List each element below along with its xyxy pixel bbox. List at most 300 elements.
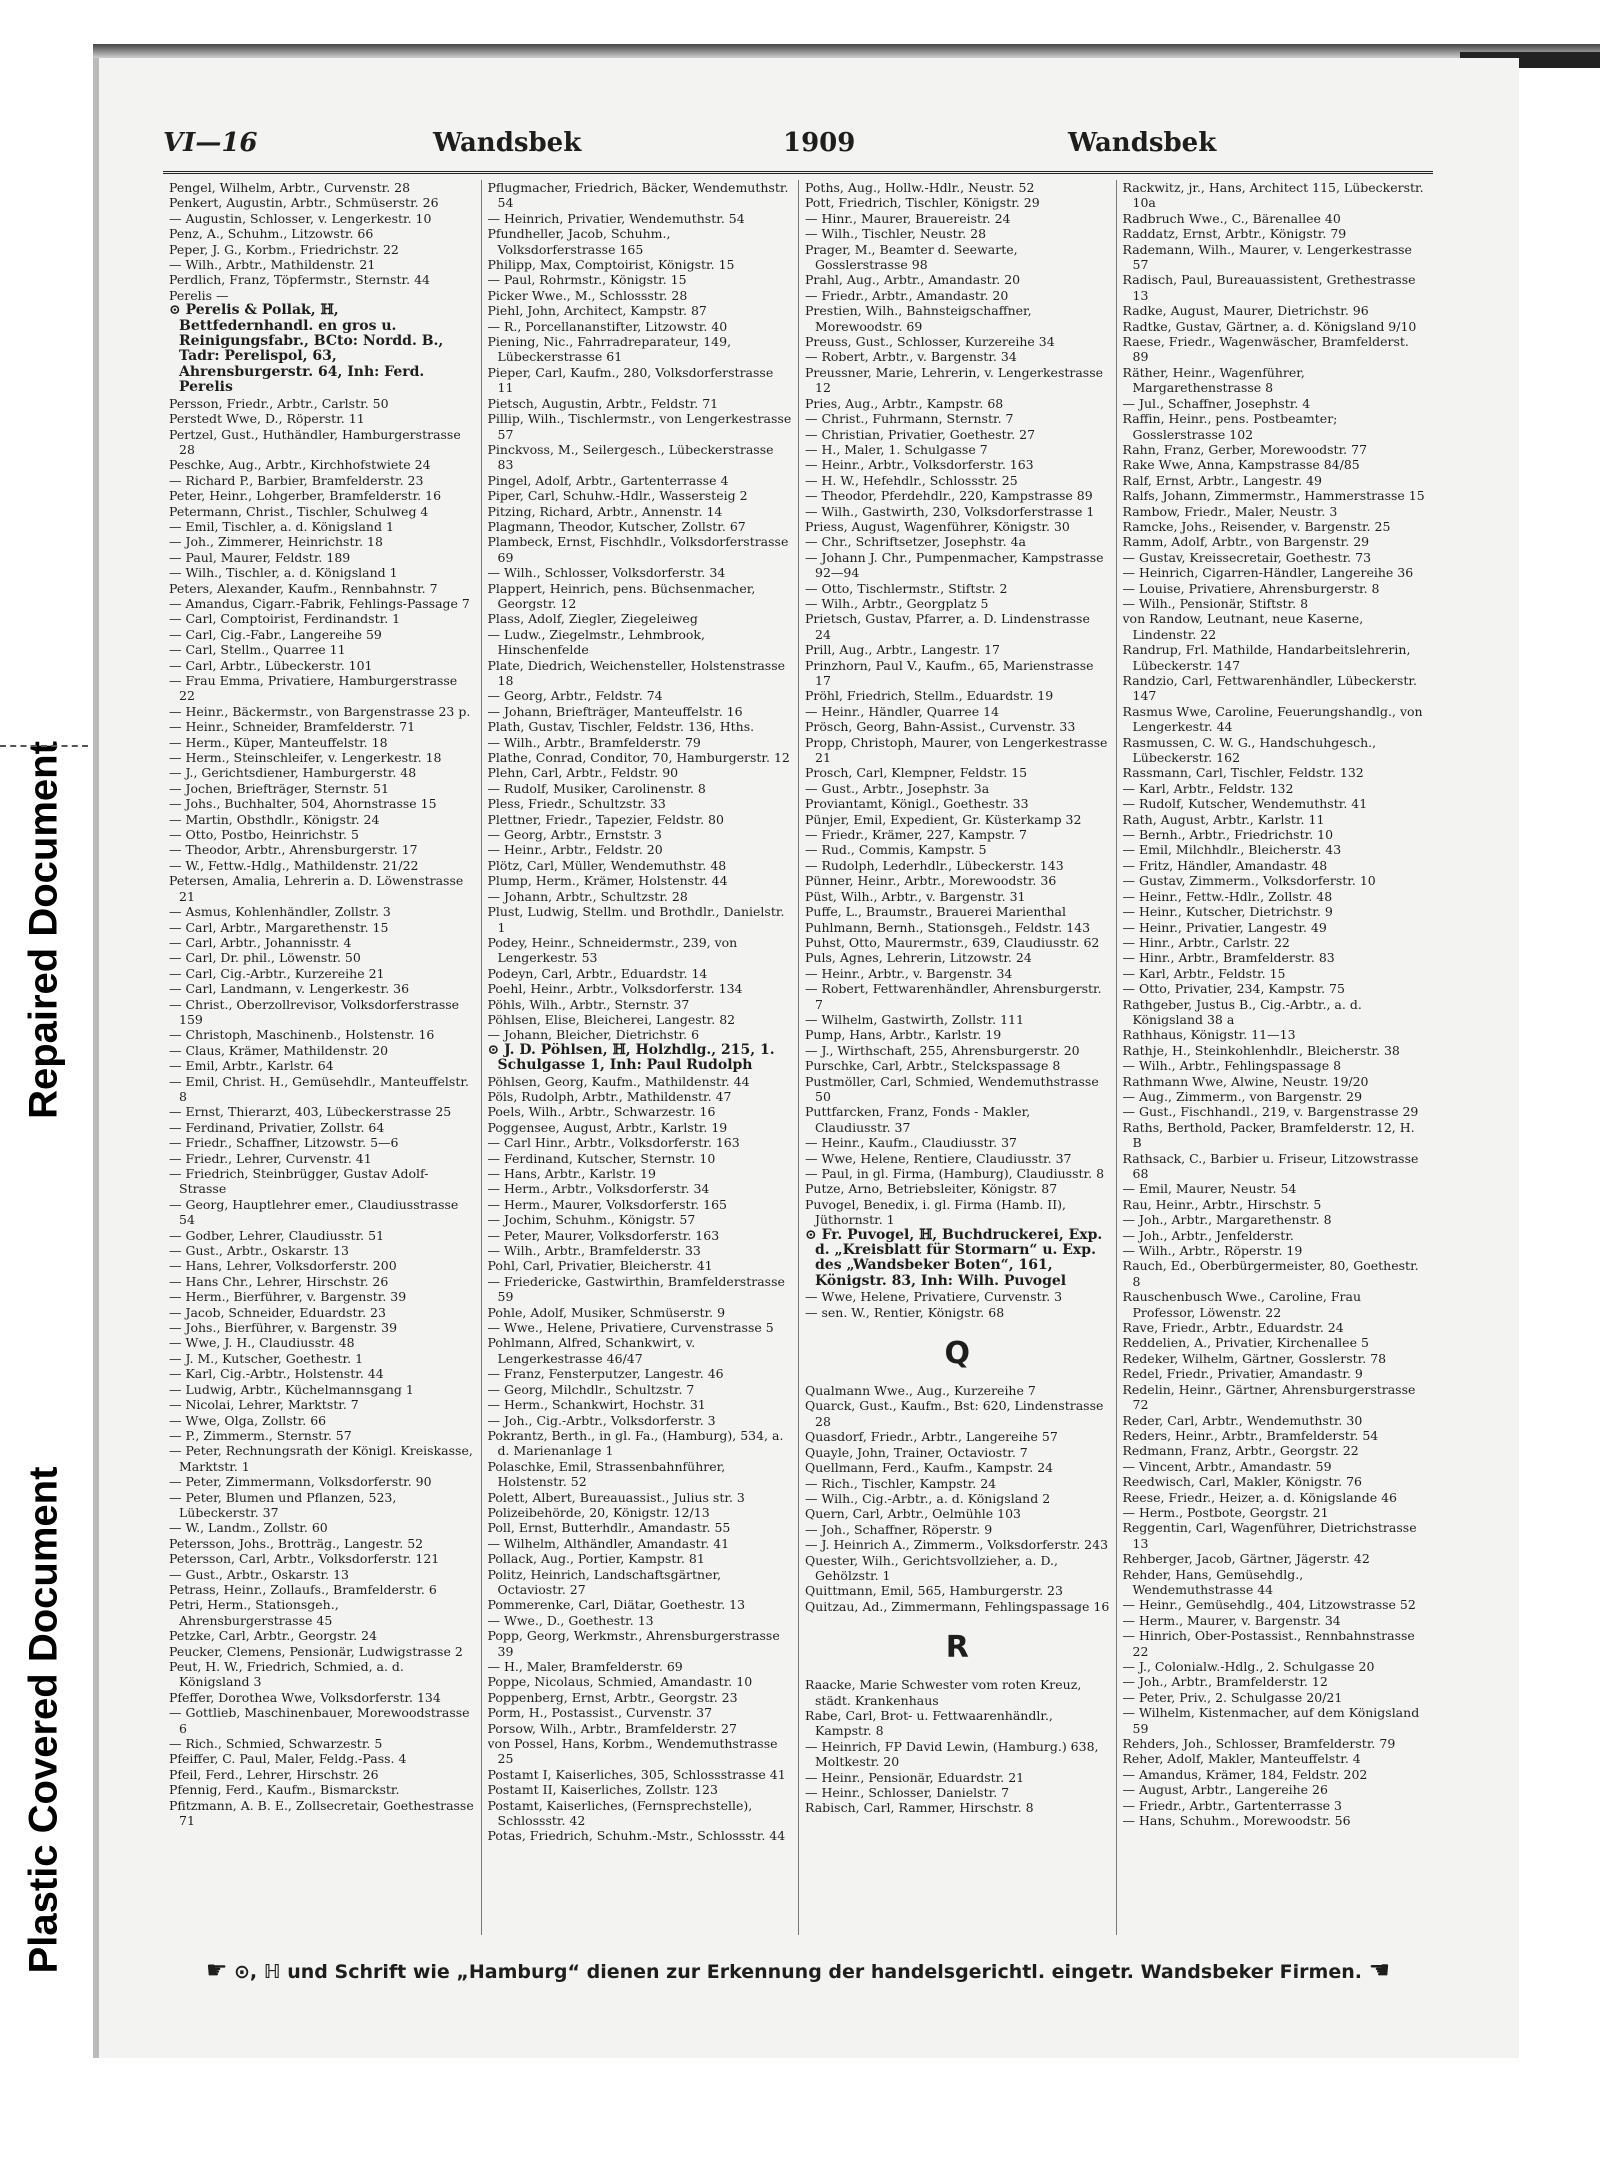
directory-entry: — Heinr., Kaufm., Claudiusstr. 37: [805, 1135, 1018, 1151]
directory-entry: Polett, Albert, Bureauassist., Julius str. 3: [487, 1489, 745, 1505]
directory-entry: — Friedr., Arbtr., Amandastr. 20: [805, 287, 1009, 303]
directory-entry: Raddatz, Ernst, Arbtr., Königstr. 79: [1122, 226, 1347, 242]
directory-entry: — J. Heinrich A., Zimmerm., Volksdorferstr. 243: [805, 1537, 1109, 1553]
directory-entry: Poths, Aug., Hollw.-Hdlr., Neustr. 52: [805, 180, 1035, 195]
directory-column-4: [1116, 180, 1434, 1935]
directory-entry: — Herm., Arbtr., Volksdorferstr. 34: [487, 1181, 710, 1197]
directory-entry: — Hans, Schuhm., Morewoodstr. 56: [1122, 1813, 1351, 1829]
directory-entry: — Rich., Schmied, Schwarzestr. 5: [169, 1736, 383, 1752]
directory-entry: von Randow, Leutnant, neue Kaserne, Lindenstr. 22: [1122, 611, 1364, 642]
directory-entry: — Ludwig, Arbtr., Küchelmannsgang 1: [169, 1381, 414, 1397]
scan-edge-shadow: [93, 44, 1600, 58]
directory-entry: — Amandus, Cigarr.-Fabrik, Fehlings-Passage 7: [169, 595, 470, 611]
directory-entry: — Hinr., Arbtr., Bramfelderstr. 83: [1122, 950, 1335, 966]
directory-entry: Rackwitz, jr., Hans, Architect 115, Lübeckerstr. 10a: [1122, 180, 1424, 211]
directory-entry: Redel, Friedr., Privatier, Amandastr. 9: [1122, 1366, 1363, 1382]
directory-entry: — Wilhelm, Althändler, Amandastr. 41: [487, 1535, 730, 1551]
directory-entry: — Wilh., Arbtr., Bramfelderstr. 33: [487, 1243, 701, 1259]
directory-entry: — Joh., Arbtr., Bramfelderstr. 12: [1122, 1674, 1328, 1690]
directory-entry: Quasdorf, Friedr., Arbtr., Langereihe 57: [805, 1429, 1058, 1445]
directory-entry: — Asmus, Kohlenhändler, Zollstr. 3: [169, 904, 391, 920]
directory-entry: — Bernh., Arbtr., Friedrichstr. 10: [1122, 827, 1334, 843]
directory-entry: — Emil, Maurer, Neustr. 54: [1122, 1181, 1297, 1197]
directory-entry: Rademann, Wilh., Maurer, v. Lengerkestrasse 57: [1122, 241, 1412, 273]
directory-entry: — P., Zimmerm., Sternstr. 57: [169, 1427, 352, 1443]
directory-entry: Pustmöller, Carl, Schmied, Wendemuthstrasse 50: [805, 1073, 1099, 1104]
directory-entry: Plump, Herm., Krämer, Holstenstr. 44: [487, 873, 728, 889]
directory-entry: — Friedr., Schaffner, Litzowstr. 5—6: [169, 1135, 399, 1151]
directory-entry: Pfennig, Ferd., Kaufm., Bismarckstr.: [169, 1782, 400, 1798]
directory-entry: — Carl, Stellm., Quarree 11: [169, 642, 346, 658]
directory-entry: — Hans Chr., Lehrer, Hirschstr. 26: [169, 1273, 389, 1289]
directory-entry: Raffin, Heinr., pens. Postbeamter; Gosslerstrasse 102: [1122, 411, 1338, 442]
directory-entry: — Aug., Zimmerm., von Bargenstr. 29: [1122, 1088, 1363, 1104]
directory-entry: Reddelien, A., Privatier, Kirchenallee 5: [1122, 1335, 1369, 1351]
directory-entry: — Wilh., Gastwirth, 230, Volksdorferstrasse 1: [805, 503, 1095, 519]
directory-entry: Petermann, Christ., Tischler, Schulweg 4: [169, 503, 429, 519]
directory-entry: — Herm., Postbote, Georgstr. 21: [1122, 1504, 1329, 1520]
page-header: [163, 128, 1433, 162]
directory-entry: Prietsch, Gustav, Pfarrer, a. D. Lindenstrasse 24: [805, 611, 1090, 642]
directory-entry: Pfeiffer, C. Paul, Maler, Feldg.-Pass. 4: [169, 1751, 407, 1767]
directory-entry: Prosch, Carl, Klempner, Feldstr. 15: [805, 765, 1028, 781]
directory-entry: Purschke, Carl, Arbtr., Stelckspassage 8: [805, 1058, 1061, 1074]
directory-entry: Pinckvoss, M., Seilergesch., Lübeckerstrasse 83: [487, 441, 774, 473]
directory-entry: Pohl, Carl, Privatier, Bleicherstr. 41: [487, 1258, 713, 1274]
directory-entry: — R., Porcellananstifter, Litzowstr. 40: [487, 318, 728, 334]
directory-entry: Puhlmann, Bernh., Stationsgeh., Feldstr. 143: [805, 919, 1091, 935]
directory-entry: Reder, Carl, Arbtr., Wendemuthstr. 30: [1122, 1412, 1363, 1428]
directory-entry: Perstedt Wwe, D., Röperstr. 11: [169, 411, 365, 427]
directory-entry: — Heinr., Fettw.-Hdlr., Zollstr. 48: [1122, 888, 1333, 904]
firm-entry: ⊙ Perelis & Pollak, ℍ, Bettfedernhandl. en gros u. Reinigungsfabr., BCto: Nordd. B., Tadr: Perelispol, 63, Ahrensburgerstr. 64, Inh: Ferd. Perelis: [169, 303, 444, 396]
firm-entry: ⊙ J. D. Pöhlsen, ℍ, Holzhdlg., 215, 1. Schulgasse 1, Inh: Paul Rudolph: [487, 1042, 775, 1074]
directory-entry: Polaschke, Emil, Strassenbahnführer, Holstenstr. 52: [487, 1458, 726, 1490]
directory-entry: — Wilh., Schlosser, Volksdorferstr. 34: [487, 565, 726, 581]
directory-entry: — Paul, Maurer, Feldstr. 189: [169, 549, 351, 565]
directory-entry: — H. W., Hefehdlr., Schlossstr. 25: [805, 472, 1018, 488]
directory-entry: Ralfs, Johann, Zimmermstr., Hammerstrasse 15: [1122, 488, 1425, 504]
directory-entry: Popp, Georg, Werkmstr., Ahrensburgerstrasse 39: [487, 1628, 780, 1659]
directory-entry: — H., Maler, Bramfelderstr. 69: [487, 1659, 683, 1674]
directory-entry: Prahl, Aug., Arbtr., Amandastr. 20: [805, 272, 1021, 288]
directory-entry: — Hinr., Maurer, Brauereistr. 24: [805, 210, 1011, 226]
directory-entry: — J., Gerichtsdiener, Hamburgerstr. 48: [169, 765, 417, 781]
directory-entry: Rambow, Friedr., Maler, Neustr. 3: [1122, 503, 1338, 519]
header-year: 1909: [783, 128, 856, 158]
directory-entry: — Richard P., Barbier, Bramfelderstr. 23: [169, 472, 424, 488]
directory-columns: [163, 180, 1433, 1935]
directory-entry: Rau, Heinr., Arbtr., Hirschstr. 5: [1122, 1196, 1322, 1212]
directory-entry: — Wilh., Pensionär, Stiftstr. 8: [1122, 595, 1309, 611]
directory-entry: Preussner, Marie, Lehrerin, v. Lengerkestrasse 12: [805, 364, 1104, 396]
directory-entry: Putze, Arno, Betriebsleiter, Königstr. 87: [805, 1181, 1058, 1197]
directory-entry: Puvogel, Benedix, i. gl. Firma (Hamb. II), Jüthornstr. 1: [805, 1196, 1066, 1228]
directory-entry: Peters, Alexander, Kaufm., Rennbahnstr. 7: [169, 580, 438, 596]
directory-entry: — Wilh., Arbtr., Bramfelderstr. 79: [487, 734, 701, 750]
directory-entry: — Vincent, Arbtr., Amandastr. 59: [1122, 1458, 1332, 1474]
directory-entry: — J., Colonialw.-Hdlg., 2. Schulgasse 20: [1122, 1659, 1375, 1674]
directory-entry: — Wilhelm, Gastwirth, Zollstr. 111: [805, 1011, 1024, 1027]
page-footer: [163, 1950, 1433, 1990]
directory-entry: — Ferdinand, Privatier, Zollstr. 64: [169, 1119, 385, 1135]
directory-entry: Pöhls, Wilh., Arbtr., Sternstr. 37: [487, 996, 690, 1012]
directory-entry: Rauschenbusch Wwe., Caroline, Frau Professor, Löwenstr. 22: [1122, 1289, 1362, 1320]
header-place-right: Wandsbek: [1068, 128, 1217, 158]
directory-entry: — Johann, Bleicher, Dietrichstr. 6: [487, 1027, 700, 1043]
directory-entry: — Louise, Privatiere, Ahrensburgerstr. 8: [1122, 580, 1380, 596]
directory-entry: Quayle, John, Trainer, Octaviostr. 7: [805, 1444, 1028, 1460]
directory-entry: — Georg, Milchdlr., Schultzstr. 7: [487, 1381, 695, 1397]
directory-entry: Plehn, Carl, Arbtr., Feldstr. 90: [487, 765, 679, 781]
directory-entry: Persson, Friedr., Arbtr., Carlstr. 50: [169, 395, 389, 411]
directory-entry: Redmann, Franz, Arbtr., Georgstr. 22: [1122, 1443, 1359, 1459]
directory-entry: Plust, Ludwig, Stellm. und Brothdlr., Danielstr. 1: [487, 904, 785, 935]
directory-entry: — Rudolph, Lederhdlr., Lübeckerstr. 143: [805, 857, 1064, 873]
directory-column-3: [798, 180, 1116, 1935]
directory-entry: Quitzau, Ad., Zimmermann, Fehlingspassage 16: [805, 1598, 1110, 1614]
directory-entry: Philipp, Max, Comptoirist, Königstr. 15: [487, 257, 735, 273]
directory-entry: Rasmussen, C. W. G., Handschuhgesch., Lübeckerstr. 162: [1122, 734, 1377, 766]
directory-entry: — W., Landm., Zollstr. 60: [169, 1520, 328, 1536]
directory-entry: — Herm., Schankwirt, Hochstr. 31: [487, 1397, 706, 1413]
directory-entry: Poggensee, August, Arbtr., Karlstr. 19: [487, 1119, 728, 1135]
directory-entry: Raese, Friedr., Wagenwäscher, Bramfelderst. 89: [1122, 334, 1409, 365]
directory-entry: Reggentin, Carl, Wagenführer, Dietrichstrasse 13: [1122, 1520, 1417, 1551]
directory-entry: — Augustin, Schlosser, v. Lengerkestr. 10: [169, 210, 432, 226]
directory-entry: Petersson, Johs., Brotträg., Langestr. 52: [169, 1535, 424, 1551]
directory-entry: Plagmann, Theodor, Kutscher, Zollstr. 67: [487, 518, 746, 534]
directory-entry: Pöhlsen, Elise, Bleicherei, Langestr. 82: [487, 1011, 736, 1027]
directory-entry: — Frau Emma, Privatiere, Hamburgerstrasse 22: [169, 673, 458, 704]
directory-entry: Priess, August, Wagenführer, Königstr. 30: [805, 518, 1070, 534]
directory-entry: — Hinrich, Ober-Postassist., Rennbahnstrasse 22: [1122, 1628, 1415, 1659]
directory-entry: — Herm., Maurer, Volksdorferstr. 165: [487, 1196, 727, 1212]
directory-entry: — Joh., Schaffner, Röperstr. 9: [805, 1521, 993, 1537]
directory-entry: Pillip, Wilh., Tischlermstr., von Lengerkestrasse 57: [487, 411, 792, 442]
directory-entry: — Carl, Cig.-Arbtr., Kurzereihe 21: [169, 965, 385, 981]
directory-entry: Pietsch, Augustin, Arbtr., Feldstr. 71: [487, 395, 719, 411]
directory-entry: Plate, Diedrich, Weichensteller, Holstenstrasse 18: [487, 657, 786, 688]
directory-entry: Rehders, Joh., Schlosser, Bramfelderstr. 79: [1122, 1736, 1396, 1752]
directory-entry: — Johann, Arbtr., Schultzstr. 28: [487, 888, 688, 904]
directory-entry: Peut, H. W., Friedrich, Schmied, a. d. Königsland 3: [169, 1659, 404, 1690]
directory-entry: — sen. W., Rentier, Königstr. 68: [805, 1304, 1005, 1320]
directory-entry: Pertzel, Gust., Huthändler, Hamburgerstrasse 28: [169, 426, 461, 457]
directory-entry: Plötz, Carl, Müller, Wendemuthstr. 48: [487, 857, 727, 873]
directory-entry: — Ludw., Ziegelmstr., Lehmbrook, Hinschenfelde: [487, 626, 705, 658]
directory-entry: — Gust., Arbtr., Oskarstr. 13: [169, 1566, 349, 1582]
directory-entry: — Christ., Fuhrmann, Sternstr. 7: [805, 411, 1014, 427]
directory-entry: — Joh., Arbtr., Jenfelderstr.: [1122, 1227, 1294, 1243]
directory-entry: — Nicolai, Lehrer, Marktstr. 7: [169, 1397, 359, 1413]
directory-entry: Ramm, Adolf, Arbtr., von Bargenstr. 29: [1122, 534, 1370, 550]
directory-entry: Pohlmann, Alfred, Schankwirt, v. Lengerkestrasse 46/47: [487, 1335, 696, 1366]
directory-entry: Pfeffer, Dorothea Wwe, Volksdorferstr. 134: [169, 1689, 441, 1705]
directory-entry: Petri, Herm., Stationsgeh., Ahrensburgerstrasse 45: [169, 1597, 339, 1628]
directory-entry: — Otto, Privatier, 234, Kampstr. 75: [1122, 981, 1345, 997]
directory-entry: — Jochen, Briefträger, Sternstr. 51: [169, 780, 389, 796]
directory-entry: — Johann, Briefträger, Manteuffelstr. 16: [487, 703, 743, 719]
directory-entry: Rake Wwe, Anna, Kampstrasse 84/85: [1122, 457, 1360, 473]
directory-entry: Piper, Carl, Schuhw.-Hdlr., Wassersteig 2: [487, 488, 748, 504]
directory-entry: Pott, Friedrich, Tischler, Königstr. 29: [805, 195, 1040, 211]
directory-entry: — Wilh., Arbtr., Fehlingspassage 8: [1122, 1058, 1342, 1074]
directory-entry: Radisch, Paul, Bureauassistent, Grethestrasse 13: [1122, 272, 1416, 303]
directory-entry: — Heinr., Bäckermstr., von Bargenstrasse 23 p.: [169, 703, 471, 719]
directory-entry: — Heinr., Händler, Quarree 14: [805, 703, 1000, 719]
directory-entry: Randzio, Carl, Fettwarenhändler, Lübeckerstr. 147: [1122, 673, 1417, 704]
directory-entry: Plathe, Conrad, Conditor, 70, Hamburgerstr. 12: [487, 750, 790, 766]
directory-entry: Propp, Christoph, Maurer, von Lengerkestrasse 21: [805, 734, 1108, 766]
directory-entry: — Wilh., Tischler, a. d. Königsland 1: [169, 565, 398, 581]
section-letter: Q: [944, 1336, 970, 1372]
repair-marker-line: [0, 745, 88, 747]
directory-entry: — Rich., Tischler, Kampstr. 24: [805, 1475, 997, 1491]
directory-entry: — Herm., Bierführer, v. Bargenstr. 39: [169, 1289, 407, 1305]
directory-entry: Rassmann, Carl, Tischler, Feldstr. 132: [1122, 765, 1364, 781]
directory-entry: Plambeck, Ernst, Fischhdlr., Volksdorferstrasse 69: [487, 534, 789, 565]
directory-entry: Puffe, L., Braumstr., Brauerei Marienthal: [805, 904, 1066, 920]
directory-entry: — Peter, Priv., 2. Schulgasse 20/21: [1122, 1689, 1343, 1705]
directory-entry: Puls, Agnes, Lehrerin, Litzowstr. 24: [805, 950, 1032, 966]
directory-entry: — H., Maler, 1. Schulgasse 7: [805, 441, 988, 457]
directory-entry: — Joh., Cig.-Arbtr., Volksdorferstr. 3: [487, 1412, 716, 1428]
directory-entry: Pünjer, Emil, Expedient, Gr. Küsterkamp 32: [805, 811, 1082, 827]
directory-entry: — Chr., Schriftsetzer, Josephstr. 4a: [805, 534, 1027, 550]
pointing-hand-right-icon: ☚: [1368, 1956, 1391, 1984]
directory-entry: Peucker, Clemens, Pensionär, Ludwigstrasse 2: [169, 1643, 463, 1659]
directory-entry: — Otto, Tischlermstr., Stiftstr. 2: [805, 580, 1008, 596]
directory-entry: Pflugmacher, Friedrich, Bäcker, Wendemuthstr. 54: [487, 180, 789, 211]
directory-entry: — Gustav, Kreissecretair, Goethestr. 73: [1122, 549, 1372, 565]
directory-entry: Pfitzmann, A. B. E., Zollsecretair, Goethestrasse 71: [169, 1797, 474, 1829]
directory-entry: — Peter, Rechnungsrath der Königl. Kreiskasse, Marktstr. 1: [169, 1443, 473, 1474]
directory-entry: Piehl, John, Architect, Kampstr. 87: [487, 303, 707, 319]
directory-entry: Pfeil, Ferd., Lehrer, Hirschstr. 26: [169, 1766, 379, 1782]
directory-entry: Politz, Heinrich, Landschaftsgärtner, Octaviostr. 27: [487, 1566, 722, 1597]
directory-entry: Potas, Friedrich, Schuhm.-Mstr., Schlossstr. 44: [487, 1828, 786, 1844]
directory-entry: — Emil, Christ. H., Gemüsehdlr., Manteuffelstr. 8: [169, 1073, 469, 1104]
directory-entry: — Paul, Rohrmstr., Königstr. 15: [487, 272, 687, 288]
repaired-document-label: Repaired Document: [21, 741, 66, 1119]
directory-entry: Petzke, Carl, Arbtr., Georgstr. 24: [169, 1628, 378, 1644]
directory-entry: Pless, Friedr., Schultzstr. 33: [487, 796, 666, 812]
directory-entry: Pump, Hans, Arbtr., Karlstr. 19: [805, 1027, 1002, 1043]
directory-entry: — Friedr., Krämer, 227, Kampstr. 7: [805, 827, 1027, 843]
directory-entry: Rabe, Carl, Brot- u. Fettwaarenhändlr., Kampstr. 8: [805, 1707, 1053, 1739]
directory-entry: — Peter, Blumen und Pflanzen, 523, Lübeckerstr. 37: [169, 1489, 397, 1520]
directory-entry: Randrup, Frl. Mathilde, Handarbeitslehrerin, Lübeckerstr. 147: [1122, 642, 1411, 673]
directory-entry: — Heinr., Gemüsehdlg., 404, Litzowstrasse 52: [1122, 1597, 1416, 1613]
directory-entry: — Heinr., Privatier, Langestr. 49: [1122, 919, 1327, 935]
directory-entry: Rathje, H., Steinkohlenhdlr., Bleicherstr. 38: [1122, 1042, 1400, 1058]
directory-entry: Pieper, Carl, Kaufm., 280, Volksdorferstrasse 11: [487, 364, 774, 396]
directory-entry: Qualmann Wwe., Aug., Kurzereihe 7: [805, 1383, 1036, 1399]
directory-entry: Pingel, Adolf, Arbtr., Gartenterrasse 4: [487, 472, 729, 488]
directory-entry: — Heinrich, Cigarren-Händler, Langereihe 36: [1122, 565, 1414, 581]
directory-entry: Räther, Heinr., Wagenführer, Margarethenstrasse 8: [1122, 364, 1305, 396]
directory-entry: — Christian, Privatier, Goethestr. 27: [805, 426, 1036, 442]
directory-entry: Polizeibehörde, 20, Königstr. 12/13: [487, 1504, 710, 1520]
directory-entry: Poppenberg, Ernst, Arbtr., Georgstr. 23: [487, 1689, 738, 1705]
directory-entry: — Carl, Arbtr., Lübeckerstr. 101: [169, 657, 373, 673]
directory-entry: — Ernst, Thierarzt, 403, Lübeckerstrasse 25: [169, 1104, 452, 1120]
directory-entry: Pollack, Aug., Portier, Kampstr. 81: [487, 1551, 705, 1567]
directory-entry: Quellmann, Ferd., Kaufm., Kampstr. 24: [805, 1460, 1054, 1476]
directory-entry: — Carl, Cig.-Fabr., Langereihe 59: [169, 626, 382, 642]
directory-column-1: [163, 180, 481, 1935]
directory-entry: Penz, A., Schuhm., Litzowstr. 66: [169, 226, 374, 242]
directory-entry: Peter, Heinr., Lohgerber, Bramfelderstr. 16: [169, 488, 442, 504]
directory-entry: — Wwe., Helene, Privatiere, Curvenstrasse 5: [487, 1320, 774, 1336]
directory-entry: Redeker, Wilhelm, Gärtner, Gosslerstr. 78: [1122, 1350, 1387, 1366]
firm-entry: ⊙ Fr. Puvogel, ℍ, Buchdruckerei, Exp. d. „Kreisblatt für Stormarn“ u. Exp. des „Wandsbeker Boten“, 161, Königstr. 83, Inh: Wilh. Puvogel: [805, 1227, 1103, 1289]
directory-entry: Rehberger, Jacob, Gärtner, Jägerstr. 42: [1122, 1551, 1370, 1567]
directory-entry: Pöls, Rudolph, Arbtr., Mathildenstr. 47: [487, 1088, 732, 1104]
directory-entry: Reders, Heinr., Arbtr., Bramfelderstr. 54: [1122, 1427, 1379, 1443]
directory-entry: — Christ., Oberzollrevisor, Volksdorferstrasse 159: [169, 996, 460, 1027]
header-place-left: Wandsbek: [433, 128, 582, 158]
directory-entry: — Wwe, J. H., Claudiusstr. 48: [169, 1335, 355, 1351]
directory-entry: — Gottlieb, Maschinenbauer, Morewoodstrasse 6: [169, 1705, 470, 1736]
directory-column-2: [481, 180, 799, 1935]
directory-entry: — W., Fettw.-Hdlg., Mathildenstr. 21/22: [169, 857, 419, 873]
directory-entry: — Joh., Arbtr., Margarethenstr. 8: [1122, 1212, 1332, 1228]
directory-entry: — Heinrich, FP David Lewin, (Hamburg.) 638, Moltkestr. 20: [805, 1738, 1099, 1770]
directory-entry: — Georg, Arbtr., Feldstr. 74: [487, 688, 663, 704]
directory-entry: Rathsack, C., Barbier u. Friseur, Litzowstrasse 68: [1122, 1150, 1419, 1181]
directory-entry: Ralf, Ernst, Arbtr., Langestr. 49: [1122, 472, 1322, 488]
directory-entry: Rauch, Ed., Oberbürgermeister, 80, Goethestr. 8: [1122, 1258, 1419, 1289]
directory-entry: Prager, M., Beamter d. Seewarte, Gosslerstrasse 98: [805, 241, 1018, 273]
directory-entry: — Paul, in gl. Firma, (Hamburg), Claudiusstr. 8: [805, 1166, 1105, 1181]
directory-entry: Pengel, Wilhelm, Arbtr., Curvenstr. 28: [169, 180, 411, 195]
directory-entry: — Carl, Landmann, v. Lengerkestr. 36: [169, 981, 410, 997]
directory-entry: Pries, Aug., Arbtr., Kampstr. 68: [805, 395, 1004, 411]
directory-entry: Poppe, Nicolaus, Schmied, Amandastr. 10: [487, 1674, 753, 1690]
directory-entry: Perelis —: [169, 287, 229, 303]
directory-entry: Pokrantz, Berth., in gl. Fa., (Hamburg), 534, a. d. Marienanlage 1: [487, 1427, 784, 1459]
directory-entry: Rabisch, Carl, Rammer, Hirschstr. 8: [805, 1800, 1034, 1816]
directory-entry: von Possel, Hans, Korbm., Wendemuthstrasse 25: [487, 1736, 778, 1767]
directory-entry: — Heinr., Kutscher, Dietrichstr. 9: [1122, 904, 1333, 920]
directory-entry: Puttfarcken, Franz, Fonds - Makler, Claudiusstr. 37: [805, 1104, 1031, 1135]
directory-entry: — Carl, Dr. phil., Löwenstr. 50: [169, 950, 361, 966]
directory-entry: Plath, Gustav, Tischler, Feldstr. 136, Hths.: [487, 719, 755, 735]
directory-entry: — Herm., Maurer, v. Bargenstr. 34: [1122, 1612, 1341, 1628]
directory-entry: — Heinr., Schneider, Bramfelderstr. 71: [169, 719, 416, 735]
directory-entry: — Carl, Arbtr., Johannisstr. 4: [169, 934, 352, 950]
directory-entry: Podeyn, Carl, Arbtr., Eduardstr. 14: [487, 965, 708, 981]
directory-entry: Rathmann Wwe, Alwine, Neustr. 19/20: [1122, 1073, 1369, 1089]
directory-entry: Quester, Wilh., Gerichtsvollzieher, a. D., Gehölzstr. 1: [805, 1552, 1059, 1583]
directory-entry: — Friedr., Lehrer, Curvenstr. 41: [169, 1150, 372, 1166]
directory-entry: Pohle, Adolf, Musiker, Schmüserstr. 9: [487, 1304, 726, 1320]
directory-entry: Poll, Ernst, Butterhdlr., Amandastr. 55: [487, 1520, 731, 1536]
directory-entry: Reedwisch, Carl, Makler, Königstr. 76: [1122, 1474, 1362, 1490]
directory-entry: Raacke, Marie Schwester vom roten Kreuz, städt. Krankenhaus: [805, 1677, 1082, 1708]
section-letter: R: [945, 1630, 969, 1666]
directory-entry: Prinzhorn, Paul V., Kaufm., 65, Marienstrasse 17: [805, 657, 1094, 688]
directory-entry: Proviantamt, Königl., Goethestr. 33: [805, 796, 1029, 812]
directory-entry: — Jochim, Schuhm., Königstr. 57: [487, 1212, 696, 1228]
directory-entry: Quittmann, Emil, 565, Hamburgerstr. 23: [805, 1583, 1063, 1599]
directory-entry: — Peter, Zimmermann, Volksdorferstr. 90: [169, 1474, 432, 1490]
directory-entry: — Heinr., Arbtr., Feldstr. 20: [487, 842, 663, 858]
directory-entry: — August, Arbtr., Langereihe 26: [1122, 1782, 1328, 1798]
page-number: VI—16: [163, 128, 258, 158]
directory-entry: Penkert, Augustin, Arbtr., Schmüserstr. 26: [169, 195, 439, 211]
directory-entry: Plettner, Friedr., Tapezier, Feldstr. 80: [487, 811, 724, 827]
plastic-covered-label: Plastic Covered Document: [21, 1466, 66, 1974]
footer-note: ⊙, ℍ und Schrift wie „Hamburg“ dienen zur Erkennung der handelsgerichtl. eingetr. Wandsbeker Firmen.: [234, 1961, 1362, 1983]
directory-entry: — Martin, Obsthdlr., Königstr. 24: [169, 811, 380, 827]
directory-entry: Postamt, Kaiserliches, (Fernsprechstelle), Schlossstr. 42: [487, 1797, 753, 1829]
directory-entry: Quern, Carl, Arbtr., Oelmühle 103: [805, 1506, 1021, 1522]
directory-entry: Porsow, Wilh., Arbtr., Bramfelderstr. 27: [487, 1720, 737, 1736]
directory-entry: — Wilh., Arbtr., Georgplatz 5: [805, 595, 989, 611]
directory-entry: Plass, Adolf, Ziegler, Ziegeleiweg: [487, 611, 698, 627]
directory-entry: — Heinr., Schlosser, Danielstr. 7: [805, 1785, 1010, 1800]
directory-entry: Redelin, Heinr., Gärtner, Ahrensburgerstrasse 72: [1122, 1381, 1416, 1413]
directory-entry: Radbruch Wwe., C., Bärenallee 40: [1122, 210, 1341, 226]
directory-entry: — Hans, Arbtr., Karlstr. 19: [487, 1166, 656, 1181]
directory-entry: Podey, Heinr., Schneidermstr., 239, von Lengerkestr. 53: [487, 934, 738, 966]
directory-entry: Postamt I, Kaiserliches, 305, Schlossstrasse 41: [487, 1766, 786, 1782]
directory-entry: Postamt II, Kaiserliches, Zollstr. 123: [487, 1782, 718, 1798]
directory-entry: — Jul., Schaffner, Josephstr. 4: [1122, 395, 1311, 411]
directory-entry: Peper, J. G., Korbm., Friedrichstr. 22: [169, 241, 399, 257]
directory-entry: — Wilh., Tischler, Neustr. 28: [805, 226, 987, 242]
directory-entry: — Carl Hinr., Arbtr., Volksdorferstr. 163: [487, 1135, 740, 1151]
directory-entry: Picker Wwe., M., Schlossstr. 28: [487, 287, 688, 303]
directory-entry: — Karl, Arbtr., Feldstr. 132: [1122, 780, 1294, 796]
directory-entry: — Wwe, Helene, Rentiere, Claudiusstr. 37: [805, 1150, 1072, 1166]
directory-entry: — Gust., Fischhandl., 219, v. Bargenstrasse 29: [1122, 1104, 1419, 1120]
directory-entry: Perdlich, Franz, Töpfermstr., Sternstr. 44: [169, 272, 430, 288]
directory-entry: — Godber, Lehrer, Claudiusstr. 51: [169, 1227, 385, 1243]
directory-entry: Pommerenke, Carl, Diätar, Goethestr. 13: [487, 1597, 746, 1613]
directory-entry: — Georg, Arbtr., Ernststr. 3: [487, 827, 662, 843]
directory-entry: Rahn, Franz, Gerber, Morewoodstr. 77: [1122, 441, 1368, 457]
directory-entry: — Peter, Maurer, Volksdorferstr. 163: [487, 1227, 720, 1243]
directory-entry: Pröhl, Friedrich, Stellm., Eduardstr. 19: [805, 688, 1054, 704]
directory-entry: — Karl, Cig.-Arbtr., Holstenstr. 44: [169, 1366, 384, 1382]
directory-entry: — Gustav, Zimmerm., Volksdorferstr. 10: [1122, 873, 1376, 889]
directory-entry: — Hans, Lehrer, Volksdorferstr. 200: [169, 1258, 397, 1274]
directory-entry: — Rudolf, Kutscher, Wendemuthstr. 41: [1122, 796, 1368, 812]
directory-entry: — Gust., Arbtr., Josephstr. 3a: [805, 780, 990, 796]
directory-entry: Petersson, Carl, Arbtr., Volksdorferstr. 121: [169, 1551, 440, 1567]
directory-entry: — Wilhelm, Kistenmacher, auf dem Königsland 59: [1122, 1705, 1420, 1736]
pointing-hand-left-icon: ☛: [205, 1956, 228, 1984]
directory-entry: — Georg, Hauptlehrer emer., Claudiusstrasse 54: [169, 1196, 459, 1228]
directory-entry: — Wilh., Arbtr., Röperstr. 19: [1122, 1243, 1303, 1259]
directory-entry: — Heinr., Arbtr., Volksdorferstr. 163: [805, 457, 1034, 473]
directory-entry: — Joh., Zimmerer, Heinrichstr. 18: [169, 534, 383, 550]
directory-entry: — Carl, Comptoirist, Ferdinandstr. 1: [169, 611, 401, 627]
directory-entry: Poels, Wilh., Arbtr., Schwarzestr. 16: [487, 1104, 716, 1120]
directory-entry: — Karl, Arbtr., Feldstr. 15: [1122, 965, 1286, 981]
directory-entry: — Emil, Arbtr., Karlstr. 64: [169, 1058, 334, 1074]
directory-entry: — Otto, Postbo, Heinrichstr. 5: [169, 827, 359, 843]
directory-entry: — Ferdinand, Kutscher, Sternstr. 10: [487, 1150, 716, 1166]
directory-entry: Porm, H., Postassist., Curvenstr. 37: [487, 1705, 713, 1721]
directory-entry: Petrass, Heinr., Zollaufs., Bramfelderstr. 6: [169, 1581, 437, 1597]
directory-entry: Reese, Friedr., Heizer, a. d. Königslande 46: [1122, 1489, 1397, 1505]
directory-entry: Pöhlsen, Georg, Kaufm., Mathildenstr. 44: [487, 1073, 750, 1089]
